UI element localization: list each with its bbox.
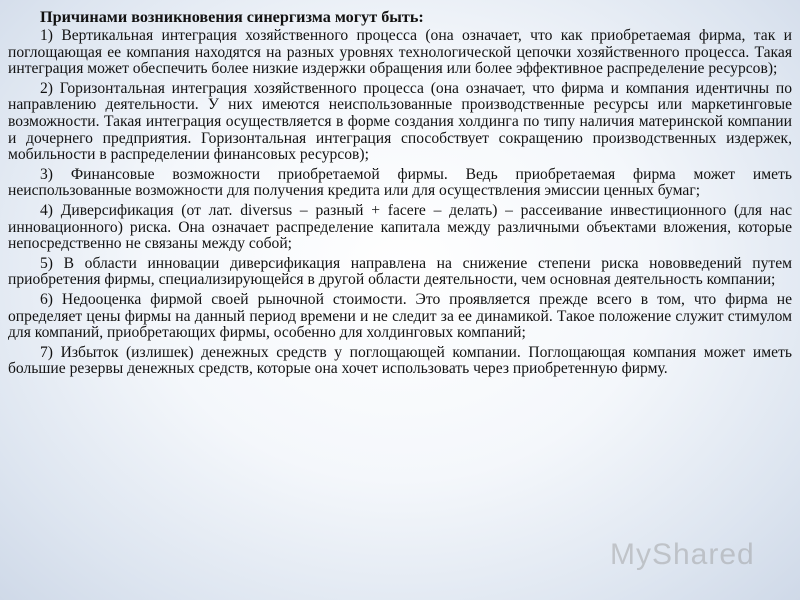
paragraph-excess-cash: 7) Избыток (излишек) денежных средств у поглощающей компании. Поглощающая компания может иметь большие резервы денежных средств, которые она хочет использовать через приобретенную фирму. xyxy=(8,343,792,378)
watermark-logo: MyShared xyxy=(610,538,755,571)
paragraph-undervaluation: 6) Недооценка фирмой своей рыночной стоимости. Это проявляется прежде всего в том, что фирма не определяет цены фирмы на данный период времени и не следит за ее динамикой. Такое положение служит стимулом для компаний, приобретающих фирмы, особенно для холдинговых компаний; xyxy=(8,290,792,342)
slide-content xyxy=(8,8,792,381)
paragraph-innovation-diversification: 5) В области инновации диверсификация направлена на снижение степени риска нововведений путем приобретения фирмы, специализирующейся в другой области деятельности, чем основная деятельность компании; xyxy=(8,254,792,289)
paragraph-financial-opportunities: 3) Финансовые возможности приобретаемой фирмы. Ведь приобретаемая фирма может иметь неиспользованные возможности для получения кредита или для осуществления эмиссии ценных бумаг; xyxy=(8,165,792,200)
paragraph-vertical-integration: 1) Вертикальная интеграция хозяйственного процесса (она означает, что как приобретаемая фирма, так и поглощающая ее компания находятся на разных уровнях технологической цепочки хозяйственного процесса. Такая интеграция может обеспечить более низкие издержки обращения или более эффективное распределение ресурсов); xyxy=(8,27,792,78)
paragraph-diversification: 4) Диверсификация (от лат. diversus – разный + facere – делать) – рассеивание инвестиционного (для нас инновационного) риска. Она означает распределение капитала между различными объектами вложения, которые непосредственно не связаны между собой; xyxy=(8,201,792,253)
slide-heading: Причинами возникновения синергизма могут быть: xyxy=(40,8,424,26)
paragraph-horizontal-integration: 2) Горизонтальная интеграция хозяйственного процесса (она означает, что фирма и компания идентичны по направлению деятельности. У них имеются неиспользованные производственные ресурсы или маркетинговые возможности. Такая интеграция осуществляется в форме создания холдинга по типу наличия материнской компании и дочернего предприятия. Горизонтальная интеграция способствует сокращению производственных издержек, мобильности в распределении финансовых ресурсов); xyxy=(8,79,792,164)
